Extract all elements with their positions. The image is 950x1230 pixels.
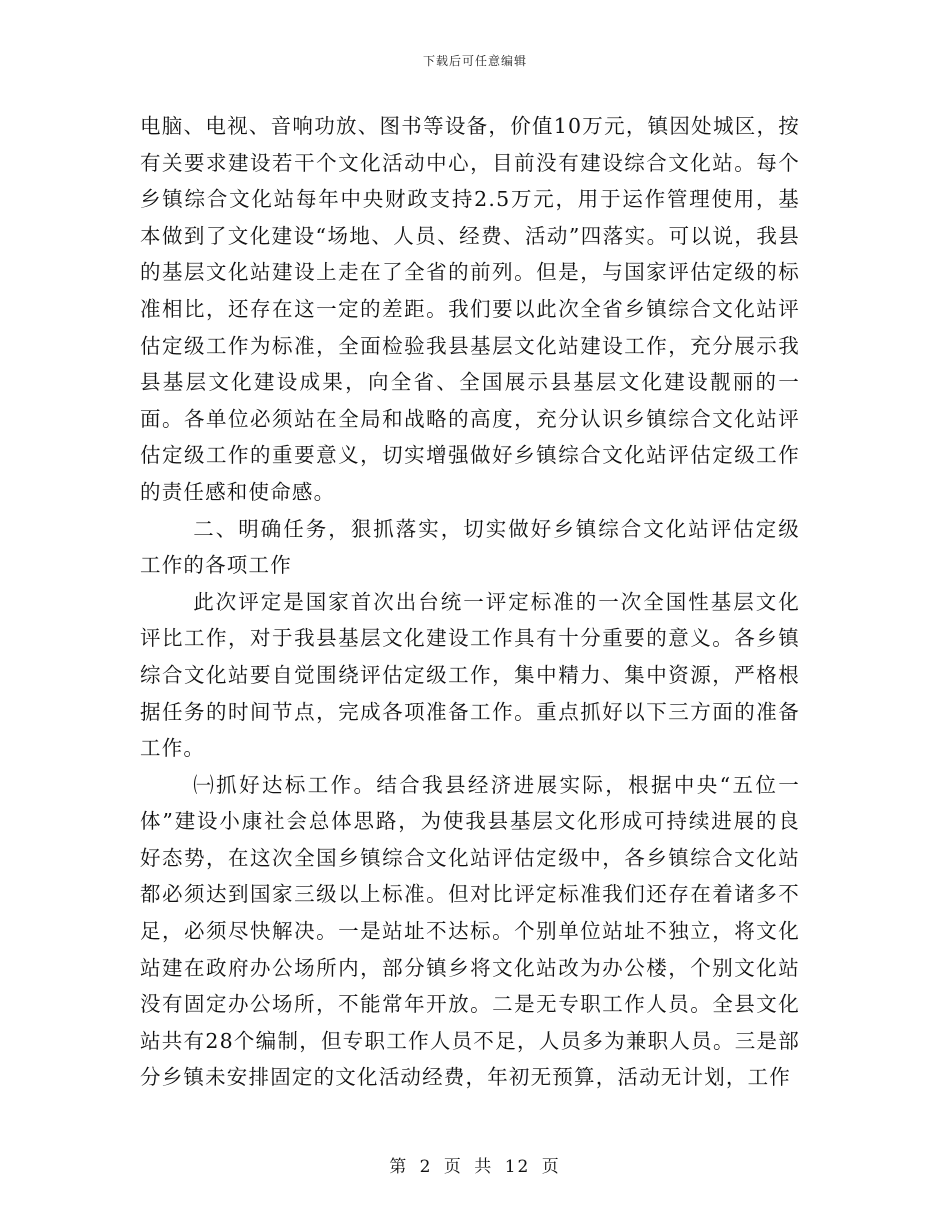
paragraph-continuation: 电脑、电视、音响功放、图书等设备，价值10万元，镇因处城区，按有关要求建设若干个文化活动中心，目前没有建设综合文化站。每个乡镇综合文化站每年中央财政支持2.5万元，用于运作管理使用，基本做到了文化建设“场地、人员、经费、活动”四落实。可以说，我县的基层文化站建设上走在了全省的前列。但是，与国家评估定级的标准相比，还存在这一定的差距。我们要以此次全省乡镇综合文化站评估定级工作为标准，全面检验我县基层文化站建设工作，充分展示我县基层文化建设成果，向全省、全国展示县基层文化建设靓丽的一面。各单位必须站在全局和战略的高度，充分认识乡镇综合文化站评估定级工作的重要意义，切实增强做好乡镇综合文化站评估定级工作的责任感和使命感。 [140, 114, 800, 504]
paragraph-evaluation: 此次评定是国家首次出台统一评定标准的一次全国性基层文化评比工作，对于我县基层文化建设工作具有十分重要的意义。各乡镇综合文化站要自觉围绕评估定级工作，集中精力、集中资源，严格根据任务的时间节点，完成各项准备工作。重点抓好以下三方面的准备工作。 [140, 589, 800, 761]
page-header: 下载后可任意编辑 [422, 54, 527, 68]
page-footer: 第 2 页 共 12 页 [389, 1157, 561, 1177]
document-body [140, 108, 800, 1096]
section-heading: 二、明确任务，狠抓落实，切实做好乡镇综合文化站评估定级工作的各项工作 [140, 516, 800, 578]
paragraph-standards: ㈠抓好达标工作。结合我县经济进展实际，根据中央“五位一体”建设小康社会总体思路，为使我县基层文化形成可持续进展的良好态势，在这次全国乡镇综合文化站评估定级中，各乡镇综合文化站都必须达到国家三级以上标准。但对比评定标准我们还存在着诸多不足，必须尽快解决。一是站址不达标。个别单位站址不独立，将文化站建在政府办公场所内，部分镇乡将文化站改为办公楼，个别文化站没有固定办公场所，不能常年开放。二是无专职工作人员。全县文化站共有28个编制，但专职工作人员不足，人员多为兼职人员。三是部分乡镇未安排固定的文化活动经费，年初无预算，活动无计划，工作 [140, 772, 800, 1090]
